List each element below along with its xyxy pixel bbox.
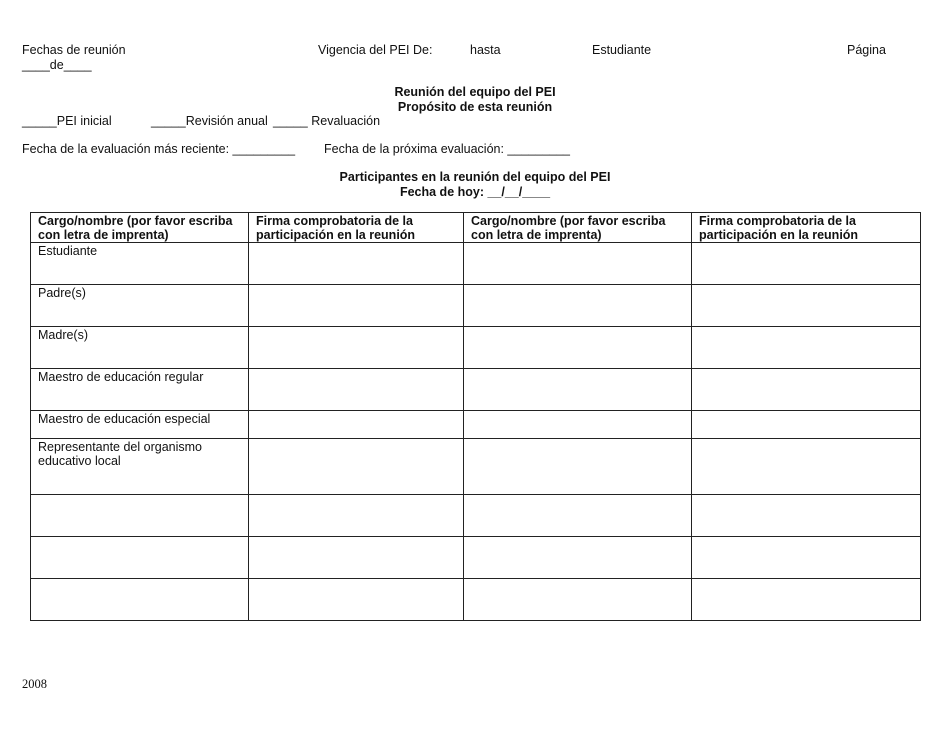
signature-cell[interactable] — [692, 327, 921, 369]
validity-label: Vigencia del PEI De: — [318, 43, 433, 57]
table-row — [31, 537, 921, 579]
table-row — [31, 327, 921, 369]
participants-title: Participantes en la reunión del equipo del PEI — [339, 170, 611, 184]
signature-cell[interactable] — [249, 369, 464, 411]
table-row — [31, 369, 921, 411]
signature-cell[interactable] — [249, 495, 464, 537]
participants-table — [30, 212, 921, 621]
role-cell[interactable] — [464, 439, 692, 495]
signature-cell[interactable] — [249, 243, 464, 285]
table-row — [31, 411, 921, 439]
role-cell[interactable] — [464, 285, 692, 327]
page-label: Página — [847, 43, 886, 57]
signature-cell[interactable] — [249, 537, 464, 579]
student-label: Estudiante — [592, 43, 652, 57]
table-row — [31, 495, 921, 537]
role-cell[interactable]: Estudiante — [31, 243, 249, 285]
meeting-dates-label: Fechas de reunión — [22, 43, 126, 57]
signature-cell[interactable] — [692, 243, 921, 285]
meeting-title: Reunión del equipo del PEI — [394, 85, 556, 99]
signature-cell[interactable] — [692, 285, 921, 327]
role-cell[interactable] — [464, 243, 692, 285]
signature-cell[interactable] — [249, 439, 464, 495]
role-cell[interactable]: Madre(s) — [31, 327, 249, 369]
signature-cell[interactable] — [249, 579, 464, 621]
role-cell[interactable] — [464, 327, 692, 369]
column-header-role-name: Cargo/nombre (por favor escriba con letra de imprenta) — [31, 213, 249, 243]
role-cell[interactable] — [464, 411, 692, 439]
signature-cell[interactable] — [249, 411, 464, 439]
next-evaluation-field[interactable]: Fecha de la próxima evaluación: _________ — [324, 142, 571, 156]
role-cell[interactable] — [464, 495, 692, 537]
role-cell[interactable] — [464, 579, 692, 621]
table-row — [31, 439, 921, 495]
until-label: hasta — [470, 43, 501, 57]
role-cell[interactable] — [31, 495, 249, 537]
column-header-role-name: Cargo/nombre (por favor escriba con letra de imprenta) — [464, 213, 692, 243]
page-of-line[interactable]: ____de____ — [22, 58, 92, 72]
table-row — [31, 579, 921, 621]
role-cell[interactable]: Representante del organismo educativo local — [31, 439, 249, 495]
signature-cell[interactable] — [249, 327, 464, 369]
signature-cell[interactable] — [692, 439, 921, 495]
table-header-row — [31, 213, 921, 243]
signature-cell[interactable] — [692, 579, 921, 621]
recent-evaluation-field[interactable]: Fecha de la evaluación más reciente: _________ — [22, 142, 296, 156]
signature-cell[interactable] — [249, 285, 464, 327]
role-cell[interactable]: Padre(s) — [31, 285, 249, 327]
column-header-signature: Firma comprobatoria de la participación en la reunión — [249, 213, 464, 243]
footer-year: 2008 — [22, 677, 47, 691]
role-cell[interactable] — [31, 579, 249, 621]
today-date-line[interactable]: Fecha de hoy: __/__/____ — [399, 185, 551, 199]
signature-cell[interactable] — [692, 537, 921, 579]
signature-cell[interactable] — [692, 495, 921, 537]
reevaluation-option[interactable]: _____ Revaluación — [273, 114, 381, 128]
purpose-subtitle: Propósito de esta reunión — [397, 100, 553, 114]
role-cell[interactable]: Maestro de educación regular — [31, 369, 249, 411]
role-cell[interactable] — [464, 369, 692, 411]
role-cell[interactable]: Maestro de educación especial — [31, 411, 249, 439]
signature-cell[interactable] — [692, 369, 921, 411]
annual-review-option[interactable]: _____Revisión anual — [151, 114, 268, 128]
column-header-signature: Firma comprobatoria de la participación en la reunión — [692, 213, 921, 243]
role-cell[interactable] — [31, 537, 249, 579]
signature-cell[interactable] — [692, 411, 921, 439]
table-row — [31, 285, 921, 327]
role-cell[interactable] — [464, 537, 692, 579]
initial-iep-option[interactable]: _____PEI inicial — [22, 114, 112, 128]
table-row — [31, 243, 921, 285]
